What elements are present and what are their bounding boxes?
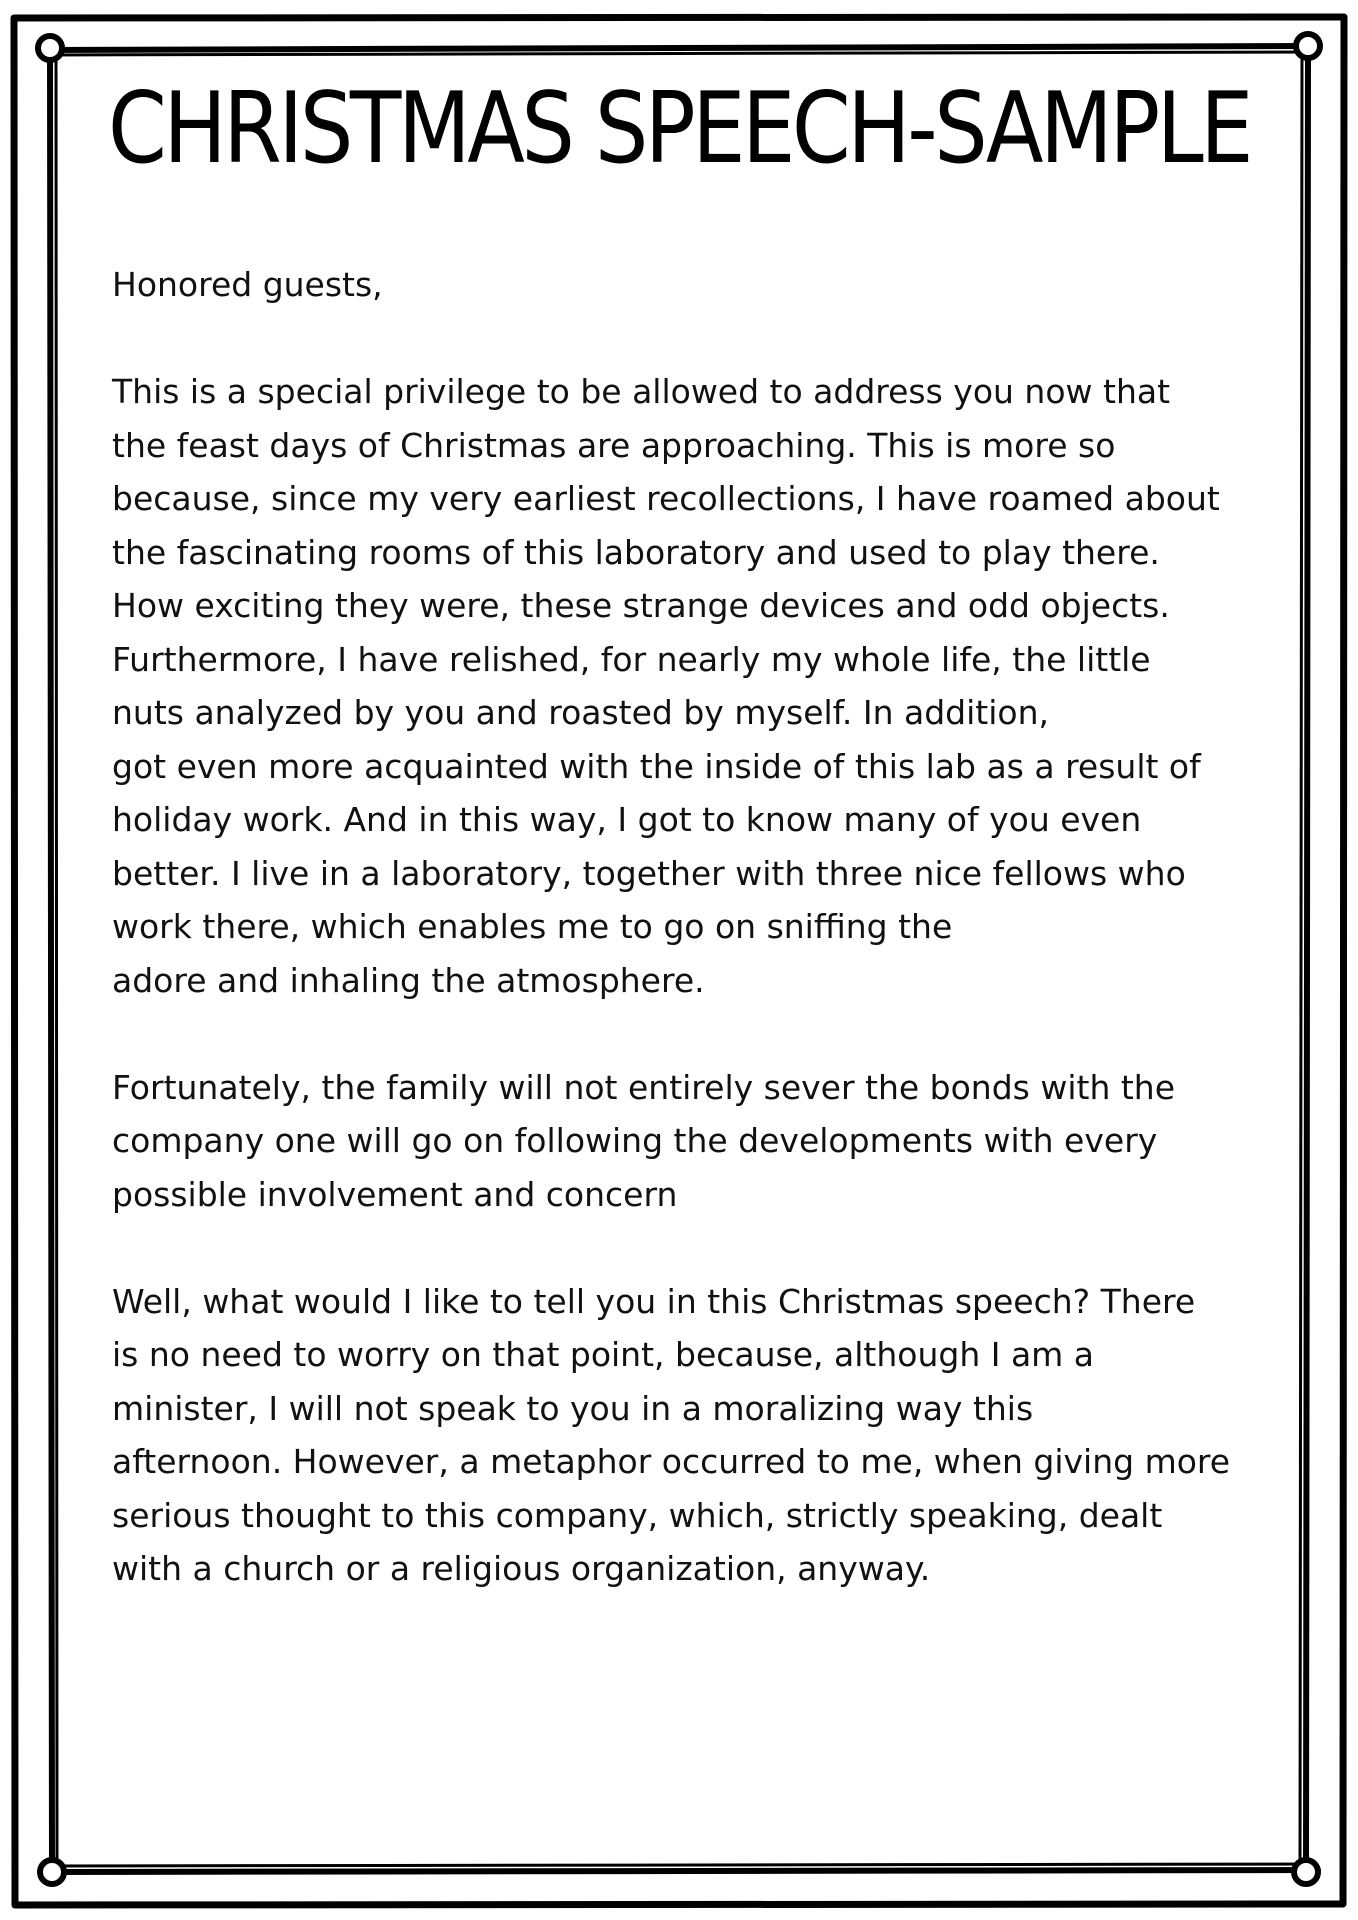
- text-line: serious thought to this company, which, strictly speaking, dealt: [112, 1495, 1163, 1535]
- text-line: This is a special privilege to be allowed to address you now that: [112, 372, 1171, 411]
- paragraph-greeting: [112, 258, 1272, 312]
- frame-inner-right: [1306, 42, 1308, 1878]
- text-line: the fascinating rooms of this laboratory and used to play there.: [112, 532, 1160, 572]
- text-line: holiday work. And in this way, I got to know many of you even: [112, 800, 1142, 839]
- page-title: CHRISTMAS SPEECH-SAMPLE: [107, 72, 1251, 186]
- frame-inner-bottom: [40, 1870, 1318, 1872]
- paragraph-privilege: [112, 365, 1272, 1007]
- text-line: Honored guests,: [112, 265, 383, 304]
- paragraph-family: [112, 1061, 1272, 1222]
- text-line: work there, which enables me to go on sniffing the: [112, 907, 953, 946]
- text-line: adore and inhaling the atmosphere.: [112, 960, 705, 1000]
- text-line: possible involvement and concern: [112, 1174, 678, 1214]
- text-line: afternoon. However, a metaphor occurred to me, when giving more: [112, 1442, 1231, 1481]
- text-line: nuts analyzed by you and roasted by myself. In addition,: [112, 693, 1049, 732]
- text-line: Fortunately, the family will not entirely sever the bonds with the: [112, 1067, 1176, 1107]
- frame-inner-top: [40, 46, 1318, 50]
- text-line: minister, I will not speak to you in a moralizing way this: [112, 1388, 1034, 1428]
- text-line: Well, what would I like to tell you in this Christmas speech? There: [112, 1281, 1196, 1321]
- text-line: How exciting they were, these strange devices and odd objects.: [112, 586, 1170, 625]
- corner-circle-top-left: [38, 36, 62, 60]
- corner-circle-bottom-left: [40, 1860, 64, 1884]
- corner-circle-top-right: [1296, 34, 1320, 58]
- paragraph-metaphor: [112, 1275, 1272, 1596]
- frame-inner-bottom-2: [44, 1864, 1314, 1866]
- frame-inner-left-2: [56, 48, 57, 1874]
- text-line: Furthermore, I have relished, for nearly my whole life, the little: [112, 639, 1151, 679]
- text-line: because, since my very earliest recollections, I have roamed about: [112, 479, 1220, 518]
- corner-circle-bottom-right: [1294, 1860, 1318, 1884]
- text-line: is no need to worry on that point, because, although I am a: [112, 1335, 1095, 1374]
- text-line: the feast days of Christmas are approaching. This is more so: [112, 425, 1116, 465]
- text-line: with a church or a religious organization, anyway.: [112, 1549, 931, 1588]
- frame-inner-right-2: [1300, 46, 1302, 1874]
- text-line: better. I live in a laboratory, together with three nice fellows who: [112, 853, 1186, 893]
- speech-body: [112, 258, 1272, 1649]
- text-line: company one will go on following the developments with every: [112, 1121, 1158, 1160]
- frame-inner-top-2: [44, 52, 1314, 55]
- frame-inner-left: [50, 44, 52, 1878]
- text-line: got even more acquainted with the inside of this lab as a result of: [112, 746, 1201, 786]
